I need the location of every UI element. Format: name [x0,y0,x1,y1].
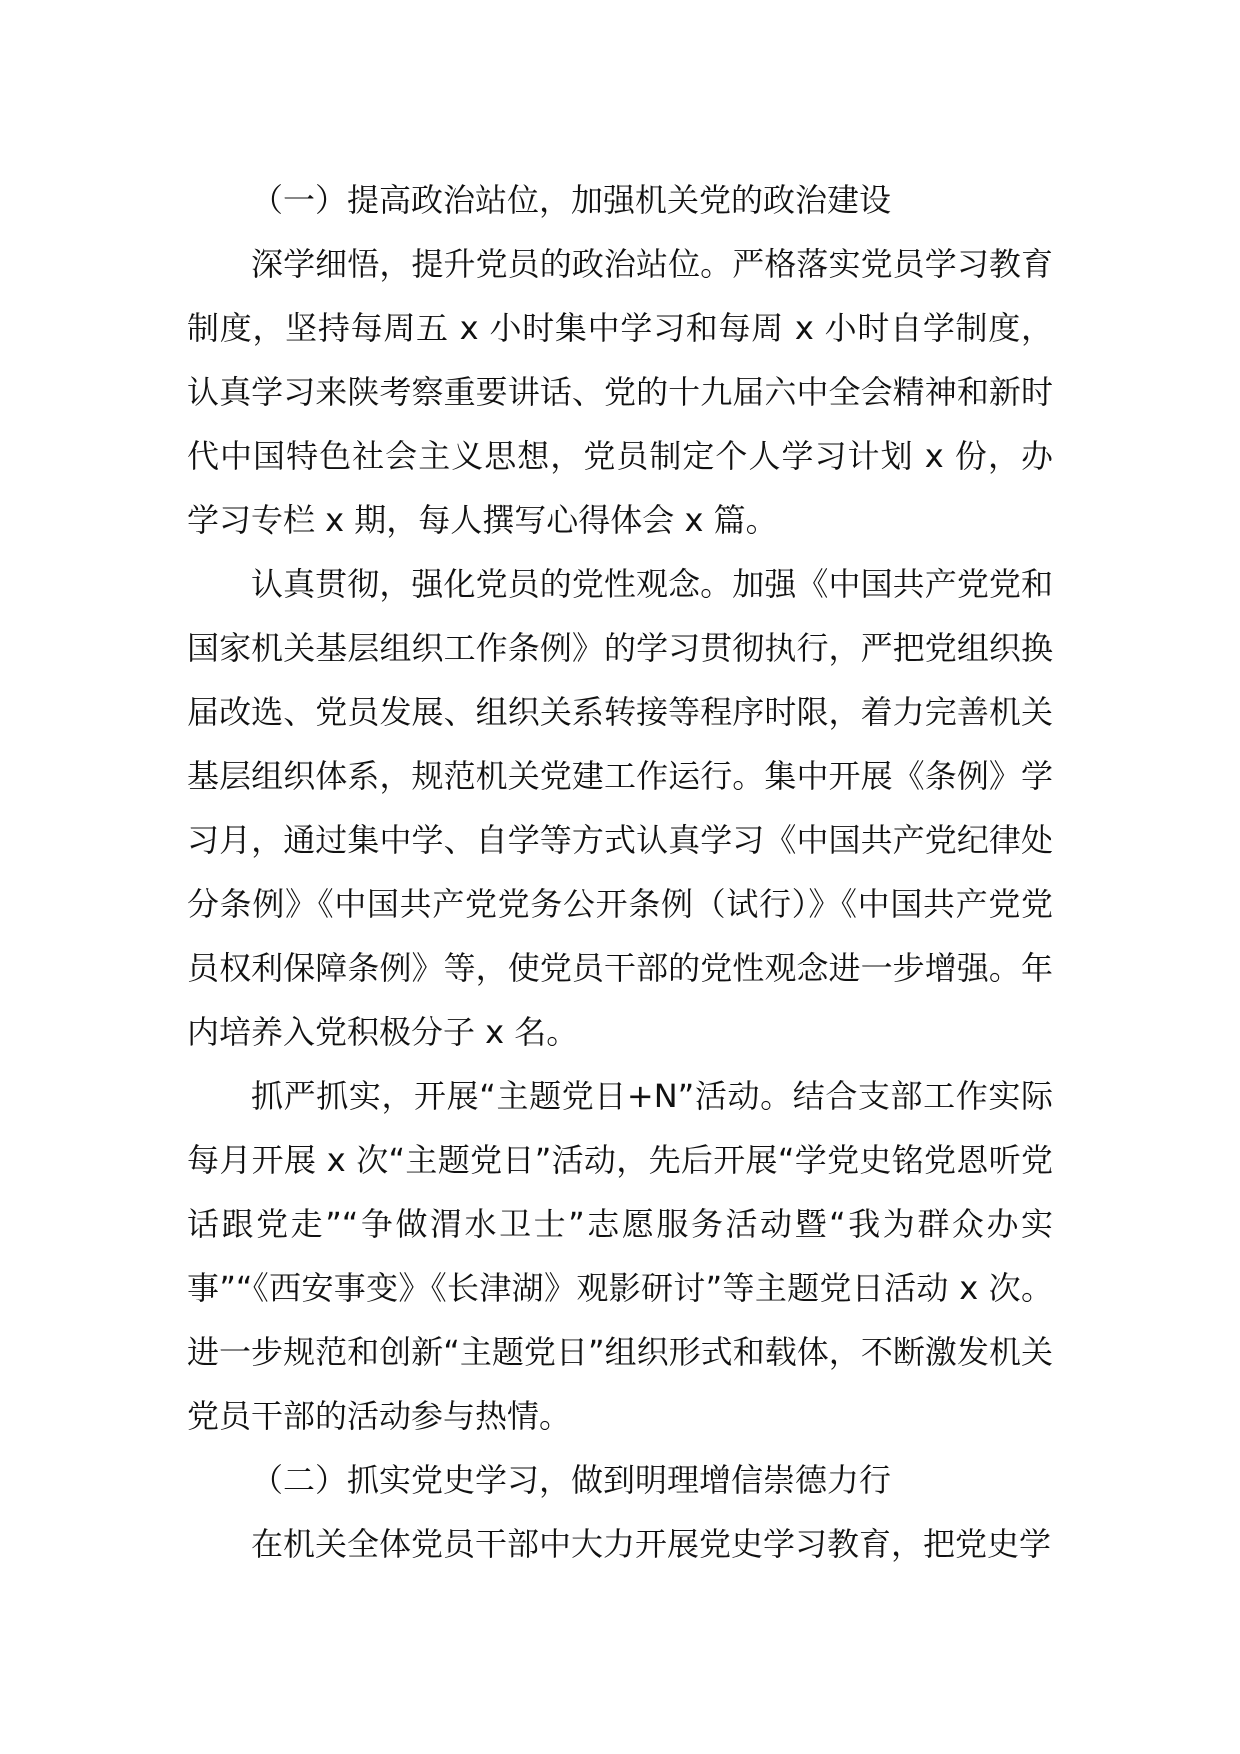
paragraph-theme-day: 抓严抓实，开展“主题党日+N”活动。结合支部工作实际每月开展 x 次“主题党日”活动，先后开展“学党史铭党恩听党话跟党走”“争做渭水卫士”志愿服务活动暨“我为群众办实事”“《西安事变》《长津湖》观影研讨”等主题党日活动 x 次。进一步规范和创新“主题党日”组织形式和载体，不断激发机关党员干部的活动参与热情。 [187,1077,1053,1435]
paragraph-study: 深学细悟，提升党员的政治站位。严格落实党员学习教育制度，坚持每周五 x 小时集中学习和每周 x 小时自学制度，认真学习来陕考察重要讲话、党的十九届六中全会精神和新时代中国特色社会主义思想，党员制定个人学习计划 x 份，办学习专栏 x 期，每人撰写心得体会 x 篇。 [187,245,1053,539]
paragraph-party-spirit: 认真贯彻，强化党员的党性观念。加强《中国共产党党和国家机关基层组织工作条例》的学习贯彻执行，严把党组织换届改选、党员发展、组织关系转接等程序时限，着力完善机关基层组织体系，规范机关党建工作运行。集中开展《条例》学习月，通过集中学、自学等方式认真学习《中国共产党纪律处分条例》《中国共产党党务公开条例（试行）》《中国共产党党员权利保障条例》等，使党员干部的党性观念进一步增强。年内培养入党积极分子 x 名。 [187,565,1053,1051]
paragraph-party-history: 在机关全体党员干部中大力开展党史学习教育，把党史学 [251,1525,1052,1563]
section-heading-1: （一）提高政治站位，加强机关党的政治建设 [251,181,892,219]
document-body [187,168,1053,1576]
section-heading-2: （二）抓实党史学习，做到明理增信崇德力行 [251,1461,892,1499]
